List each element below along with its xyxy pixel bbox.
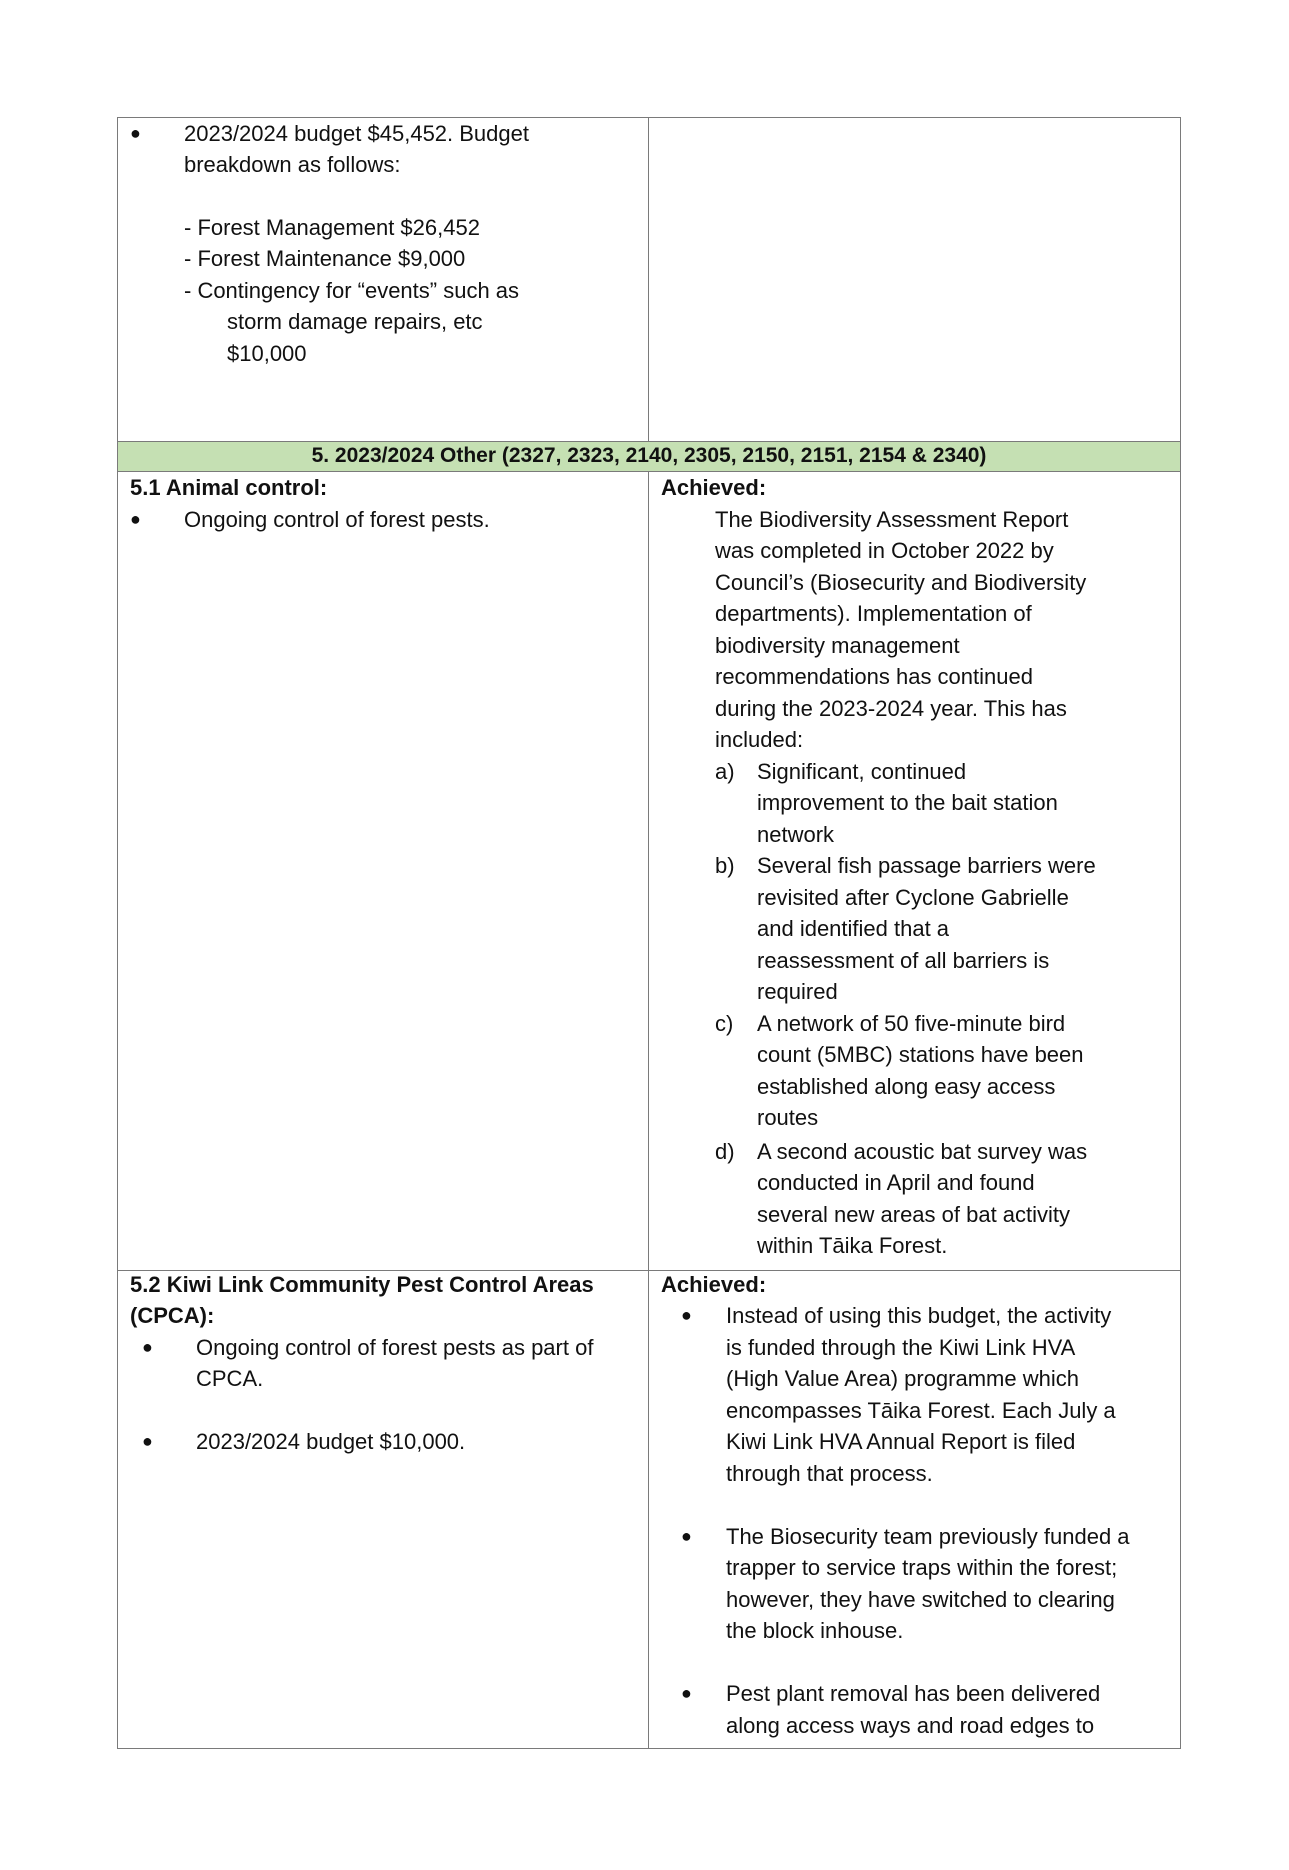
bullet-icon: ● [681, 1526, 692, 1546]
list-item-line: improvement to the bait station [757, 790, 1058, 815]
budget-item-continued: storm damage repairs, etc [227, 309, 483, 334]
row-heading: 5.2 Kiwi Link Community Pest Control Areas [130, 1272, 594, 1297]
budget-intro: 2023/2024 budget $45,452. Budget [184, 121, 529, 146]
list-item-line: A network of 50 five-minute bird [757, 1011, 1066, 1036]
bullet-line: the block inhouse. [726, 1618, 904, 1643]
list-item-line: conducted in April and found [757, 1170, 1035, 1195]
list-item-line: established along easy access [757, 1074, 1056, 1099]
paragraph-line: Council’s (Biosecurity and Biodiversity [715, 570, 1087, 595]
bullet-line: is funded through the Kiwi Link HVA [726, 1335, 1076, 1360]
bullet-icon: ● [681, 1305, 692, 1325]
status-label: Achieved: [661, 475, 767, 500]
bullet-line: through that process. [726, 1461, 933, 1486]
paragraph-line: during the 2023-2024 year. This has [715, 696, 1067, 721]
bullet-icon: ● [681, 1683, 692, 1703]
list-item-line: Several fish passage barriers were [757, 853, 1096, 878]
bullet-icon: ● [142, 1431, 153, 1451]
list-item-line: required [757, 979, 838, 1004]
list-label: a) [715, 759, 735, 784]
list-label: c) [715, 1011, 734, 1036]
bullet-icon: ● [142, 1337, 153, 1357]
row-bullet: Ongoing control of forest pests. [184, 507, 490, 532]
list-item-line: several new areas of bat activity [757, 1202, 1071, 1227]
bullet-line: Kiwi Link HVA Annual Report is filed [726, 1429, 1076, 1454]
bullet-line: along access ways and road edges to [726, 1713, 1095, 1738]
bullet-line: trapper to service traps within the forest; [726, 1555, 1118, 1580]
paragraph-line: recommendations has continued [715, 664, 1033, 689]
paragraph-line: departments). Implementation of [715, 601, 1032, 626]
budget-item: - Forest Management $26,452 [184, 215, 480, 240]
row-heading: (CPCA): [130, 1303, 215, 1328]
bullet-icon: ● [130, 123, 141, 143]
list-label: d) [715, 1139, 735, 1164]
column-divider [648, 472, 649, 1748]
list-item-line: and identified that a [757, 916, 950, 941]
status-label: Achieved: [661, 1272, 767, 1297]
list-item-line: count (5MBC) stations have been [757, 1042, 1084, 1067]
row-bullet: Ongoing control of forest pests as part of [196, 1335, 594, 1360]
report-table [117, 117, 1181, 1749]
list-item-line: reassessment of all barriers is [757, 948, 1050, 973]
column-divider [648, 118, 649, 441]
list-item-line: Significant, continued [757, 759, 967, 784]
row-bullet: CPCA. [196, 1366, 264, 1391]
budget-intro: breakdown as follows: [184, 152, 401, 177]
list-item-line: routes [757, 1105, 819, 1130]
section-header: 5. 2023/2024 Other (2327, 2323, 2140, 2305, 2150, 2151, 2154 & 2340) [118, 441, 1180, 472]
bullet-line: encompasses Tāika Forest. Each July a [726, 1398, 1116, 1423]
bullet-icon: ● [130, 509, 141, 529]
list-label: b) [715, 853, 735, 878]
bullet-line: Instead of using this budget, the activity [726, 1303, 1112, 1328]
list-item-line: within Tāika Forest. [757, 1233, 948, 1258]
row-bullet: 2023/2024 budget $10,000. [196, 1429, 466, 1454]
bullet-line: (High Value Area) programme which [726, 1366, 1079, 1391]
paragraph-line: The Biodiversity Assessment Report [715, 507, 1069, 532]
list-item-line: revisited after Cyclone Gabrielle [757, 885, 1069, 910]
row-heading: 5.1 Animal control: [130, 475, 328, 500]
budget-item-continued: $10,000 [227, 341, 307, 366]
list-item-line: A second acoustic bat survey was [757, 1139, 1088, 1164]
paragraph-line: was completed in October 2022 by [715, 538, 1054, 563]
bullet-line: The Biosecurity team previously funded a [726, 1524, 1130, 1549]
bullet-line: however, they have switched to clearing [726, 1587, 1115, 1612]
paragraph-line: included: [715, 727, 804, 752]
budget-item: - Contingency for “events” such as [184, 278, 520, 303]
paragraph-line: biodiversity management [715, 633, 960, 658]
budget-item: - Forest Maintenance $9,000 [184, 246, 466, 271]
bullet-line: Pest plant removal has been delivered [726, 1681, 1101, 1706]
list-item-line: network [757, 822, 835, 847]
